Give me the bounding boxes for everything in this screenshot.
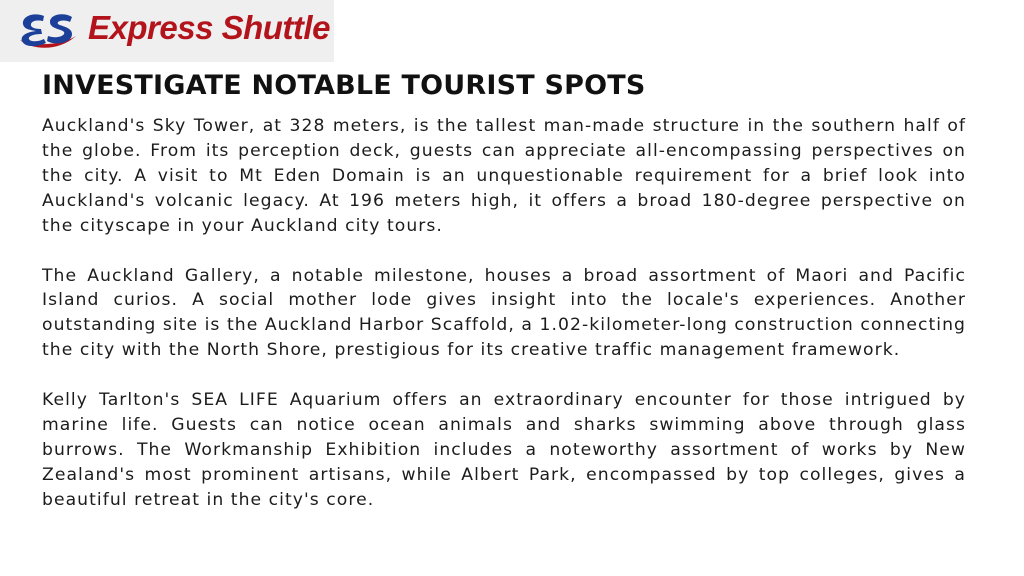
paragraph-auckland-gallery: The Auckland Gallery, a notable milestone, houses a broad assortment of Maori and Pacific Island curios. A social mother lode gives insight into the locale's experiences. Another outstanding site is the Auckland Harbor Scaffold, a 1.02-kilometer-long construction connecting the city with the North Shore, prestigious for its creative traffic management framework. [42, 265, 966, 361]
paragraph-sea-life-aquarium: Kelly Tarlton's SEA LIFE Aquarium offers an extraordinary encounter for those intrigued by marine life. Guests can notice ocean animals and sharks swimming above through glass burrows. The Workmanship Exhibition includes a noteworthy assortment of works by New Zealand's most prominent artisans, while Albert Park, encompassed by top colleges, gives a beautiful retreat in the city's core. [42, 390, 966, 510]
brand-logo [0, 0, 334, 62]
express-shuttle-es-logo-icon [14, 6, 80, 56]
page-title: INVESTIGATE NOTABLE TOURIST SPOTS [42, 70, 646, 101]
brand-name: Express Shuttle [88, 9, 330, 46]
paragraph-sky-tower: Auckland's Sky Tower, at 328 meters, is the tallest man-made structure in the southern half of the globe. From its perception deck, guests can appreciate all-encompassing perspectives on the city. A visit to Mt Eden Domain is an unquestionable requirement for a brief look into Auckland's volcanic legacy. At 196 meters high, it offers a broad 180-degree perspective on the cityscape in your Auckland city tours. [42, 116, 966, 236]
article-body [42, 114, 966, 538]
